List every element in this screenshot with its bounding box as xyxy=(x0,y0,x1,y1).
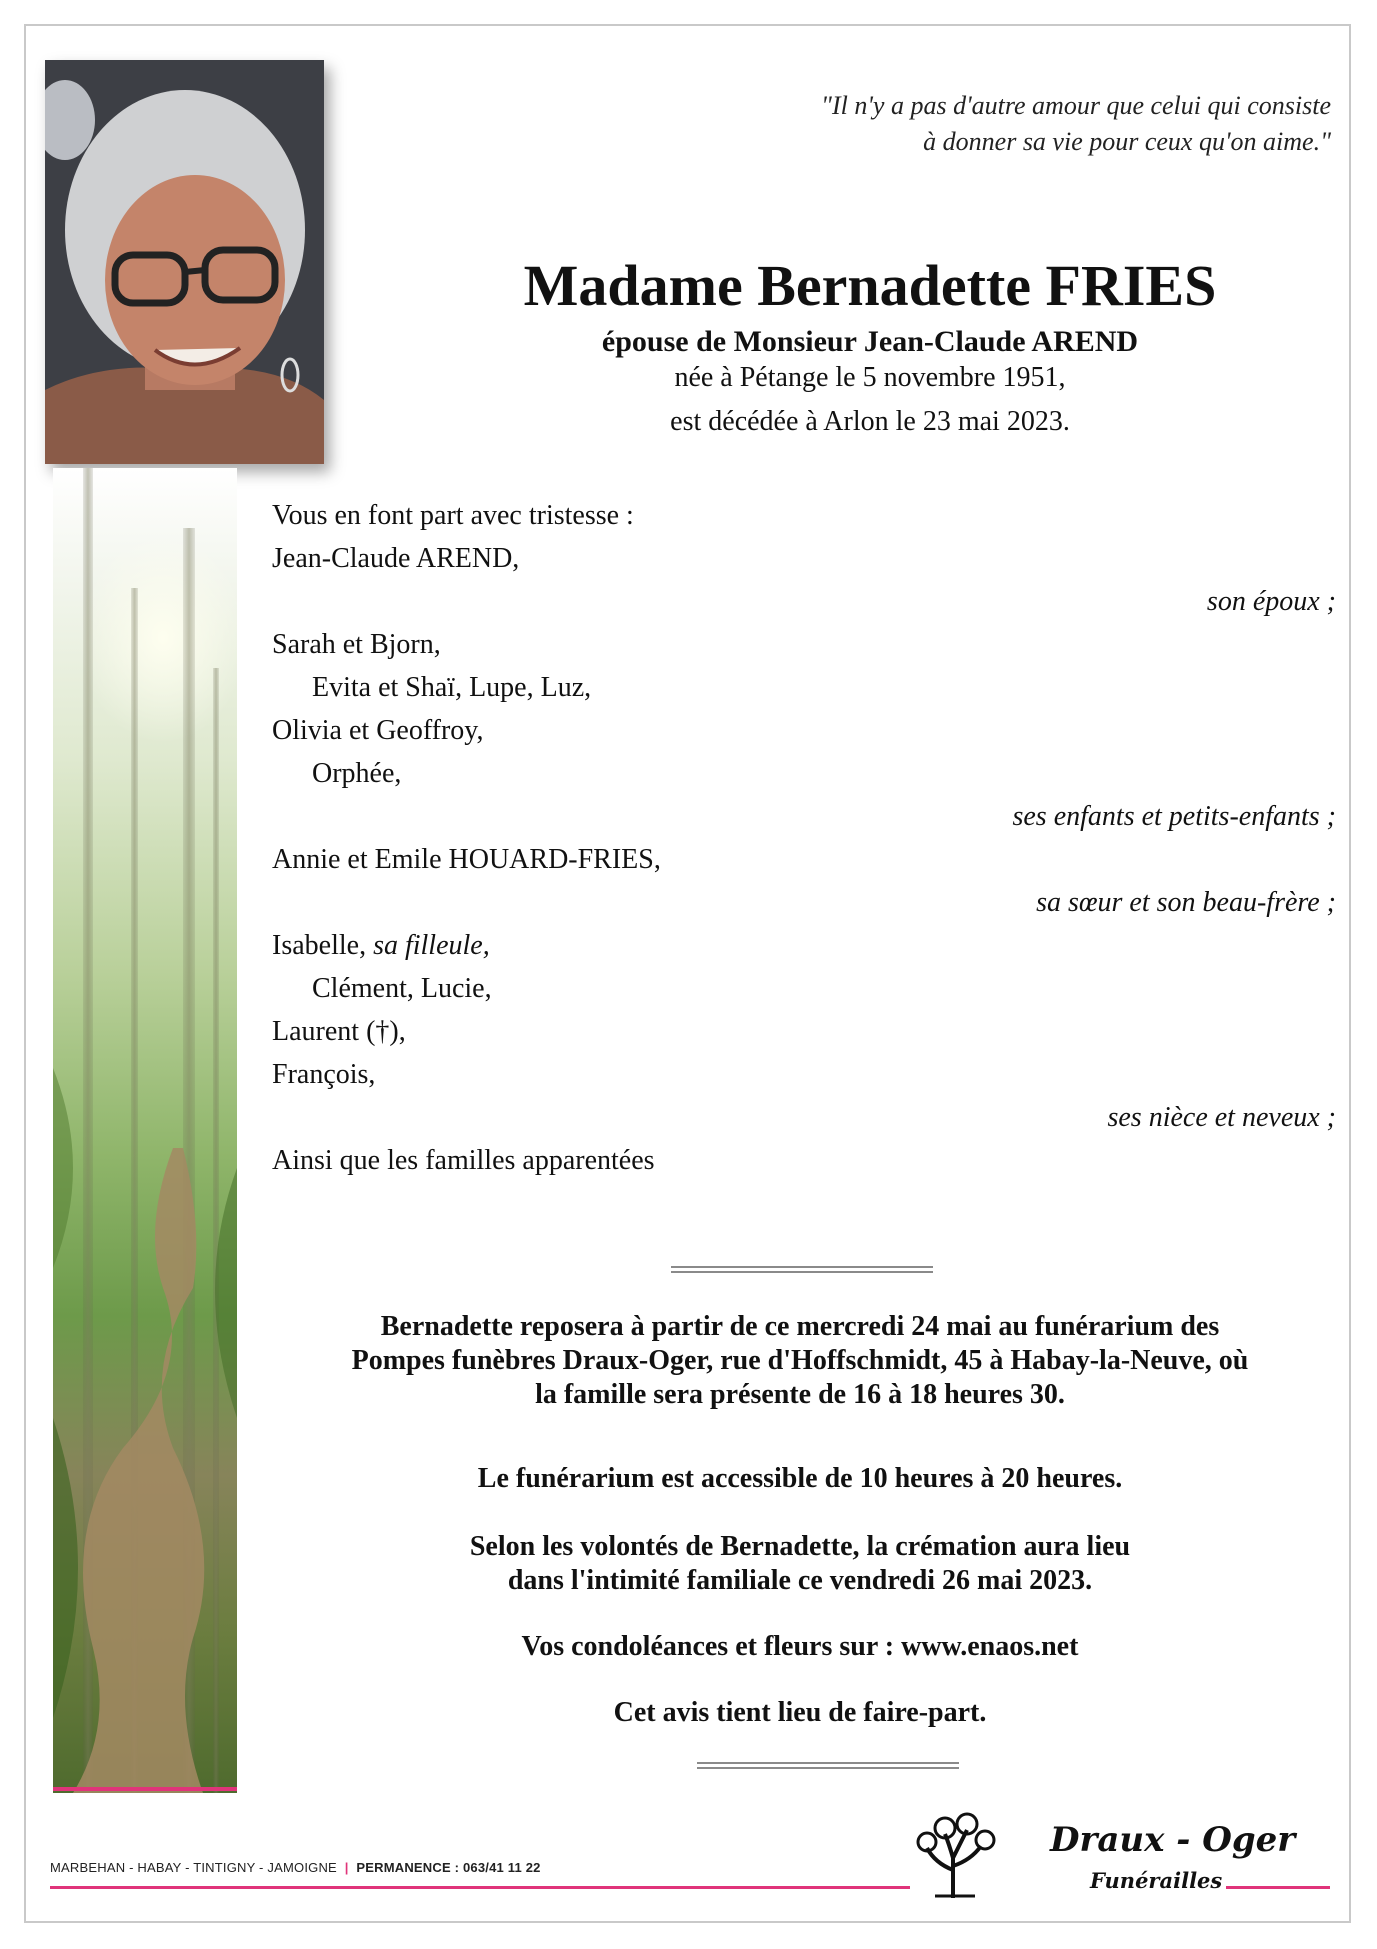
family-nephew-2: François, xyxy=(272,1059,376,1090)
spouse-line: épouse de Monsieur Jean-Claude AREND xyxy=(601,325,1139,358)
cremation-line-1: Selon les volontés de Bernadette, la crémation aura lieu xyxy=(469,1531,1131,1562)
portrait-photo xyxy=(45,60,324,464)
family-child-1: Sarah et Bjorn, xyxy=(272,629,441,660)
family-intro: Vous en font part avec tristesse : xyxy=(272,500,634,531)
funerarium-hours: Le funérarium est accessible de 10 heures à 20 heures. xyxy=(477,1463,1123,1494)
family-niece-1 xyxy=(272,924,1336,967)
family-spouse-relation: son époux ; xyxy=(1206,586,1336,617)
cremation-info xyxy=(260,1530,1340,1598)
footer-accent-line-left xyxy=(50,1886,910,1889)
family-closing: Ainsi que les familles apparentées xyxy=(272,1145,655,1176)
family-spouse-name: Jean-Claude AREND, xyxy=(272,543,520,574)
family-grandchildren-1: Evita et Shaï, Lupe, Luz, xyxy=(312,672,592,703)
birth-line: née à Pétange le 5 novembre 1951, xyxy=(674,362,1066,393)
family-niece-1-children: Clément, Lucie, xyxy=(312,973,492,1004)
family-niece-1-note: sa filleule, xyxy=(373,930,490,961)
visitation-info xyxy=(260,1310,1340,1412)
visitation-line-2: Pompes funèbres Draux-Oger, rue d'Hoffschmidt, 45 à Habay-la-Neuve, où xyxy=(351,1345,1249,1376)
cremation-line-2: dans l'intimité familiale ce vendredi 26 mai 2023. xyxy=(507,1565,1093,1596)
family-children-relation: ses enfants et petits-enfants ; xyxy=(1012,801,1336,832)
separator-top xyxy=(671,1266,933,1273)
deceased-name: Madame Bernadette FRIES xyxy=(523,253,1217,318)
forest-decoration xyxy=(53,468,237,1793)
family-nieces-relation: ses nièce et neveux ; xyxy=(1107,1102,1336,1133)
brand-name: Draux - Oger xyxy=(1050,1820,1296,1860)
footer-separator: | xyxy=(344,1860,349,1875)
visitation-line-1: Bernadette reposera à partir de ce mercredi 24 mai au funérarium des xyxy=(380,1311,1220,1342)
family-list xyxy=(272,494,1336,1182)
visitation-line-3: la famille sera présente de 16 à 18 heures 30. xyxy=(535,1379,1065,1410)
family-niece-1-name: Isabelle, xyxy=(272,930,367,961)
notice-info: Cet avis tient lieu de faire-part. xyxy=(613,1697,987,1728)
forest-path xyxy=(53,468,237,1793)
separator-bottom xyxy=(697,1762,959,1769)
footer-permanence: PERMANENCE : 063/41 11 22 xyxy=(356,1860,541,1875)
quote xyxy=(571,88,1331,160)
death-line: est décédée à Arlon le 23 mai 2023. xyxy=(670,406,1070,437)
footer-locations: MARBEHAN - HABAY - TINTIGNY - JAMOIGNE xyxy=(50,1860,337,1875)
brand-subtitle: Funérailles xyxy=(1086,1868,1226,1893)
quote-line-1: "Il n'y a pas d'autre amour que celui qui consiste xyxy=(821,91,1331,120)
forest-underline xyxy=(53,1787,237,1791)
family-grandchildren-2: Orphée, xyxy=(312,758,402,789)
family-child-2: Olivia et Geoffroy, xyxy=(272,715,484,746)
family-sister-relation: sa sœur et son beau-frère ; xyxy=(1036,887,1336,918)
quote-line-2: à donner sa vie pour ceux qu'on aime." xyxy=(923,127,1331,156)
tree-logo-icon xyxy=(905,1808,1005,1900)
portrait-illustration xyxy=(45,60,324,464)
condolences-info: Vos condoléances et fleurs sur : www.enaos.net xyxy=(521,1631,1079,1662)
family-sister: Annie et Emile HOUARD-FRIES, xyxy=(272,844,661,875)
family-nephew-1: Laurent (†), xyxy=(272,1016,406,1047)
footer-contact xyxy=(50,1860,541,1875)
